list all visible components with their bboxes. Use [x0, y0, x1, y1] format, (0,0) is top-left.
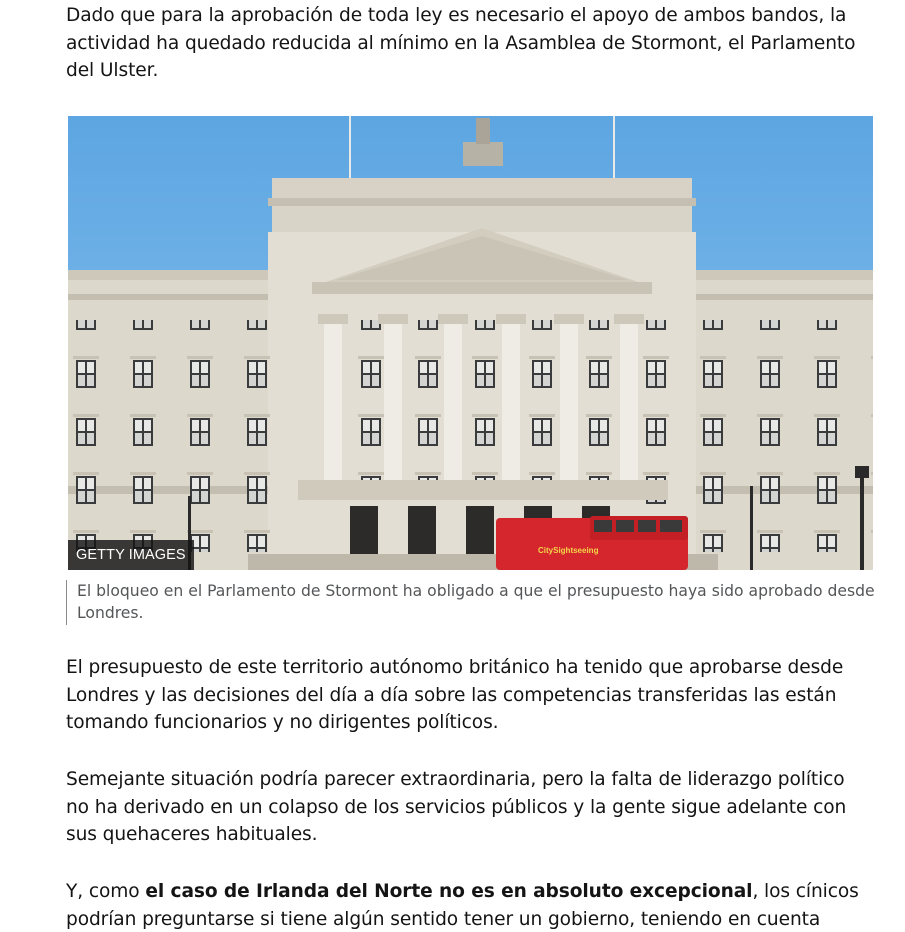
article-paragraph: El presupuesto de este territorio autónomo británico ha tenido que aprobarse desde Londres y las decisiones del día a día sobre las competencias transferidas las están tomando funcionarios y no dirigentes políticos.	[66, 657, 844, 734]
article-figure	[68, 116, 873, 570]
tour-bus	[496, 516, 688, 570]
image-caption: El bloqueo en el Parlamento de Stormont ha obligado a que el presupuesto haya sido aprobado desde Londres.	[66, 580, 877, 625]
article-paragraph	[66, 878, 866, 932]
svg-text:CitySightseeing: CitySightseeing	[538, 546, 599, 555]
stormont-parliament-photo	[68, 116, 873, 570]
paragraph-text: Y, como	[66, 881, 146, 902]
article-paragraph: Semejante situación podría parecer extraordinaria, pero la falta de liderazgo político no ha derivado en un colapso de los servicios públicos y la gente sigue adelante con sus quehaceres habituales.	[66, 769, 847, 846]
paragraph-text: , los cínicos podrían preguntarse si tiene algún sentido tener un gobierno, teniendo en cuenta	[66, 881, 859, 930]
article-paragraph: Dado que para la aprobación de toda ley es necesario el apoyo de ambos bandos, la actividad ha quedado reducida al mínimo en la Asamblea de Stormont, el Parlamento del Ulster.	[66, 5, 856, 82]
image-copyright-badge: GETTY IMAGES	[68, 540, 194, 570]
highlighted-text: el caso de Irlanda del Norte no es en absoluto excepcional	[145, 881, 753, 902]
